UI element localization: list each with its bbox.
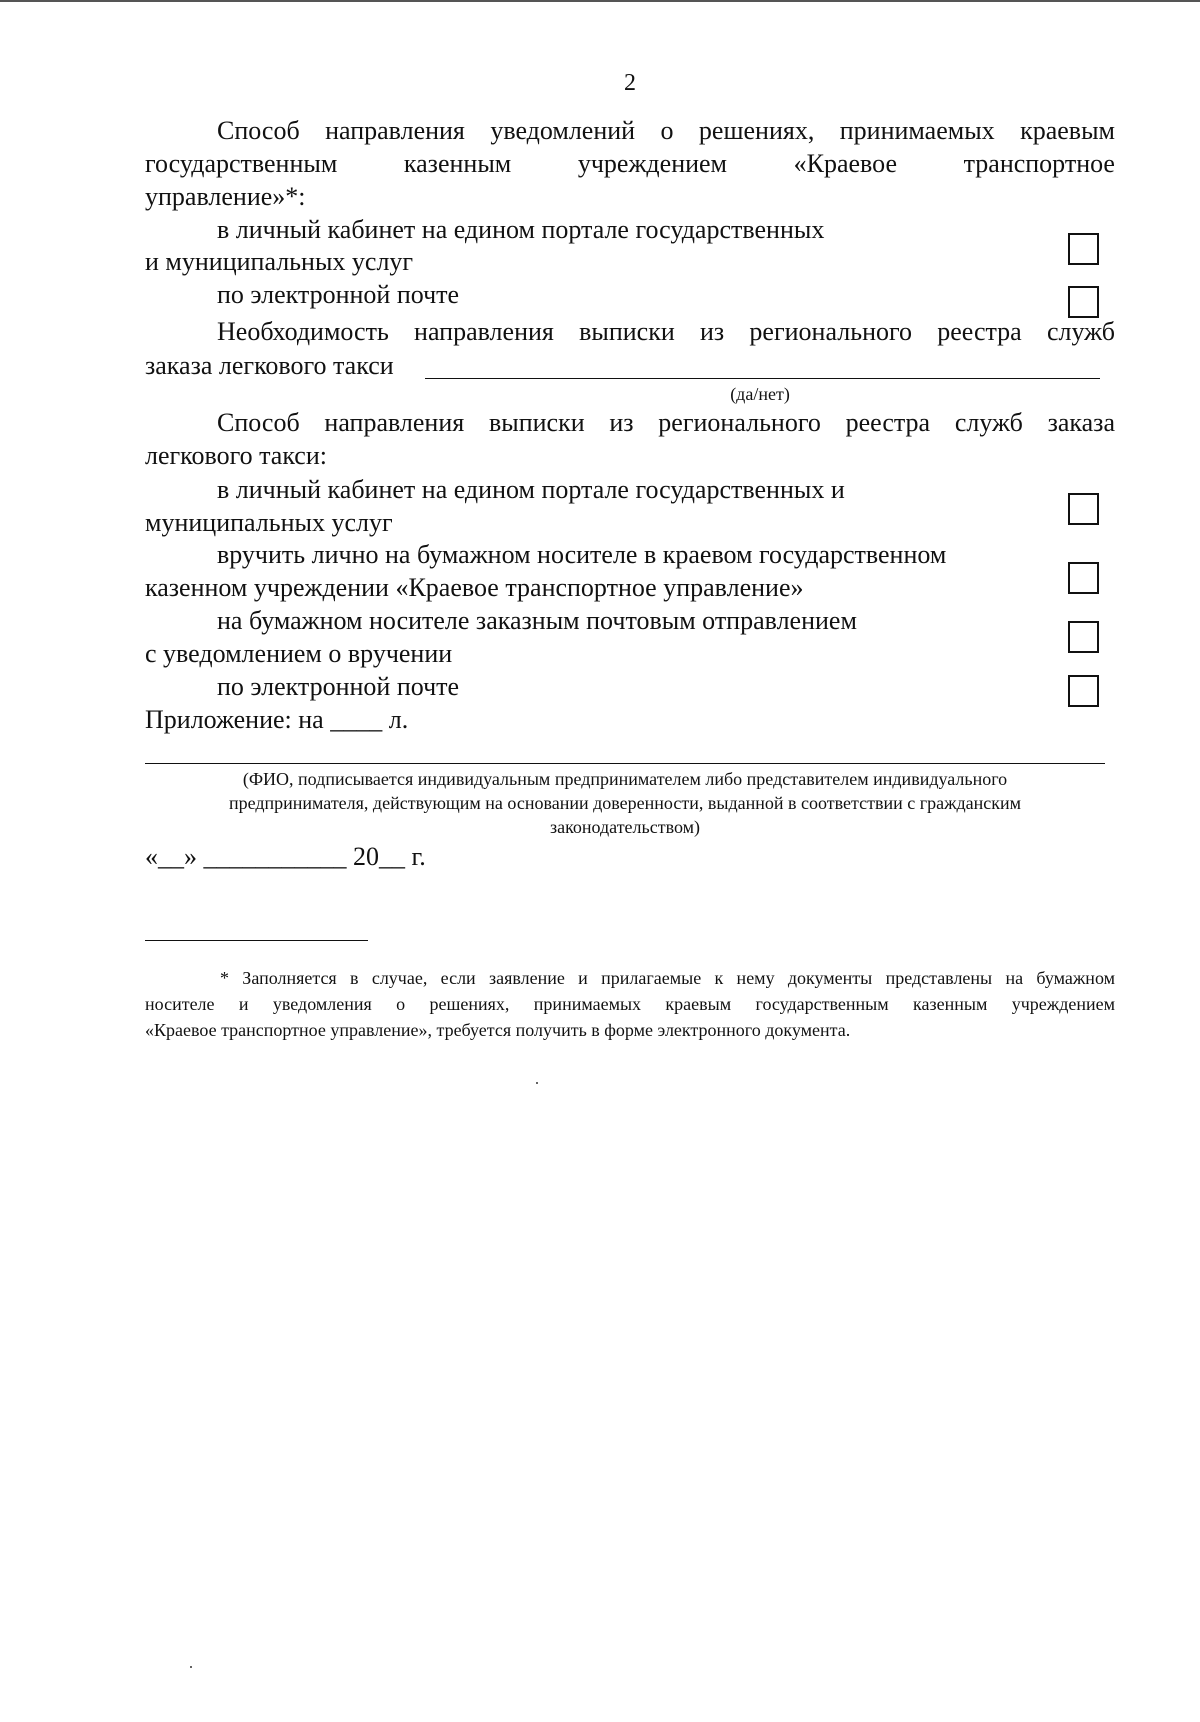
signature-line[interactable]	[145, 763, 1105, 764]
extract-option-inperson-line1: вручить лично на бумажном носителе в краевом государственном	[217, 540, 947, 569]
footnote-separator	[145, 940, 368, 941]
notify-option-portal-line1: в личный кабинет на едином портале государственных	[217, 215, 825, 244]
heading-word: государственным	[145, 149, 338, 178]
section1-heading-line2	[145, 148, 1115, 180]
footnote-line2: носителе и уведомления о решениях, принимаемых краевым государственным казенным учреждением	[145, 994, 1115, 1014]
extract-option-mail-line1: на бумажном носителе заказным почтовым отправлением	[217, 606, 857, 635]
notify-option-email-label: по электронной почте	[217, 280, 460, 309]
date-year-prefix: 20	[353, 842, 379, 871]
notify-portal-checkbox[interactable]	[1068, 233, 1099, 265]
date-month-field[interactable]: ___________	[203, 842, 347, 871]
extract-email-checkbox[interactable]	[1068, 675, 1099, 707]
date-open-quote: «	[145, 842, 158, 871]
heading-word: казенным	[403, 149, 512, 178]
footnote-line1: * Заполняется в случае, если заявление и прилагаемые к нему документы представлены на бумажном	[220, 968, 1115, 988]
extract-option-portal-line1: в личный кабинет на едином портале государственных и	[217, 475, 845, 504]
date-close-quote: »	[184, 842, 197, 871]
notify-option-portal-line2: и муниципальных услуг	[145, 247, 414, 276]
footnote-line3: «Краевое транспортное управление», требуется получить в форме электронного документа.	[145, 1020, 851, 1040]
date-year-field[interactable]: __	[379, 842, 405, 871]
scan-edge-line	[0, 0, 1200, 2]
attachment-suffix: л.	[388, 705, 409, 734]
scan-speck	[536, 1082, 538, 1084]
section1-heading-line1: Способ направления уведомлений о решениях, принимаемых краевым	[217, 116, 1115, 145]
extract-needed-line1: Необходимость направления выписки из регионального реестра служб	[217, 317, 1115, 346]
heading-word: «Краевое	[793, 149, 897, 178]
scan-speck	[190, 1666, 192, 1668]
signature-hint-line2: предпринимателя, действующим на основании доверенности, выданной в соответствии с гражданским	[228, 793, 1022, 813]
section2-heading-line2: легкового такси:	[145, 441, 327, 470]
attachment-line	[145, 704, 408, 736]
extract-needed-answer-field[interactable]	[425, 378, 1100, 379]
extract-needed-line2: заказа легкового такси	[145, 351, 394, 380]
extract-option-email-label: по электронной почте	[217, 672, 460, 701]
extract-mail-checkbox[interactable]	[1068, 621, 1099, 653]
section2-heading-line1: Способ направления выписки из регионального реестра служб заказа	[217, 408, 1115, 437]
notify-email-checkbox[interactable]	[1068, 286, 1099, 318]
extract-option-mail-line2: с уведомлением о вручении	[145, 639, 453, 668]
heading-word: учреждением	[577, 149, 728, 178]
attachment-pages-field[interactable]: ____	[330, 705, 383, 734]
page-number: 2	[624, 70, 636, 96]
heading-word: транспортное	[963, 149, 1115, 178]
date-suffix: г.	[411, 842, 426, 871]
extract-option-inperson-line2: казенном учреждении «Краевое транспортное управление»	[145, 573, 804, 602]
signature-hint-line1: (ФИО, подписывается индивидуальным предпринимателем либо представителем индивидуального	[242, 769, 1008, 789]
extract-inperson-checkbox[interactable]	[1068, 562, 1099, 594]
section1-heading-line3: управление»*:	[145, 182, 306, 211]
date-line	[145, 841, 426, 873]
extract-portal-checkbox[interactable]	[1068, 493, 1099, 525]
attachment-prefix: Приложение: на	[145, 705, 324, 734]
extract-option-portal-line2: муниципальных услуг	[145, 508, 393, 537]
date-day-field[interactable]: __	[158, 842, 184, 871]
signature-hint-line3: законодательством)	[549, 817, 701, 837]
extract-needed-hint: (да/нет)	[730, 384, 790, 404]
